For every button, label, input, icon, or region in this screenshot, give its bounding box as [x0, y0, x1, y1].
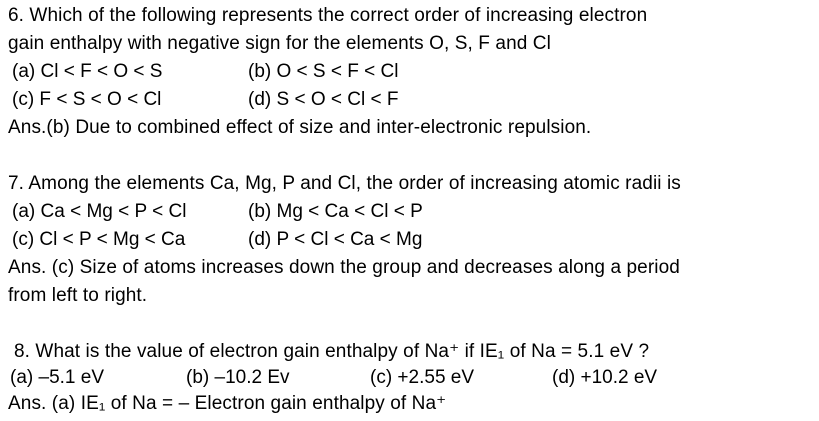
question-6-option-a: (a) Cl < F < O < S [12, 61, 163, 82]
question-6-answer: Ans.(b) Due to combined effect of size and inter-electronic repulsion. [8, 117, 592, 138]
question-8-option-d: (d) +10.2 eV [552, 367, 658, 388]
question-7-option-b: (b) Mg < Ca < Cl < P [248, 201, 423, 222]
question-8-option-c: (c) +2.55 eV [370, 367, 475, 388]
question-6-option-c: (c) F < S < O < Cl [12, 89, 162, 110]
question-6-option-b: (b) O < S < F < Cl [248, 61, 399, 82]
question-8-option-a: (a) –5.1 eV [10, 367, 104, 388]
question-6-option-d: (d) S < O < Cl < F [248, 89, 399, 110]
question-7-answer-line-1: Ans. (c) Size of atoms increases down the group and decreases along a period [8, 257, 680, 278]
question-8-answer: Ans. (a) IE₁ of Na = – Electron gain enthalpy of Na⁺ [8, 393, 447, 414]
question-7-option-d: (d) P < Cl < Ca < Mg [248, 229, 423, 250]
question-7-stem-line-1: 7. Among the elements Ca, Mg, P and Cl, the order of increasing atomic radii is [8, 173, 681, 194]
question-6-stem-line-2: gain enthalpy with negative sign for the elements O, S, F and Cl [8, 33, 551, 54]
question-7-answer-line-2: from left to right. [8, 285, 148, 306]
question-8-stem-line-1: 8. What is the value of electron gain enthalpy of Na⁺ if IE₁ of Na = 5.1 eV ? [14, 341, 650, 362]
question-8-option-b: (b) –10.2 Ev [186, 367, 290, 388]
question-7-option-a: (a) Ca < Mg < P < Cl [12, 201, 187, 222]
question-6-stem-line-1: 6. Which of the following represents the correct order of increasing electron [8, 5, 648, 26]
question-7-option-c: (c) Cl < P < Mg < Ca [12, 229, 186, 250]
